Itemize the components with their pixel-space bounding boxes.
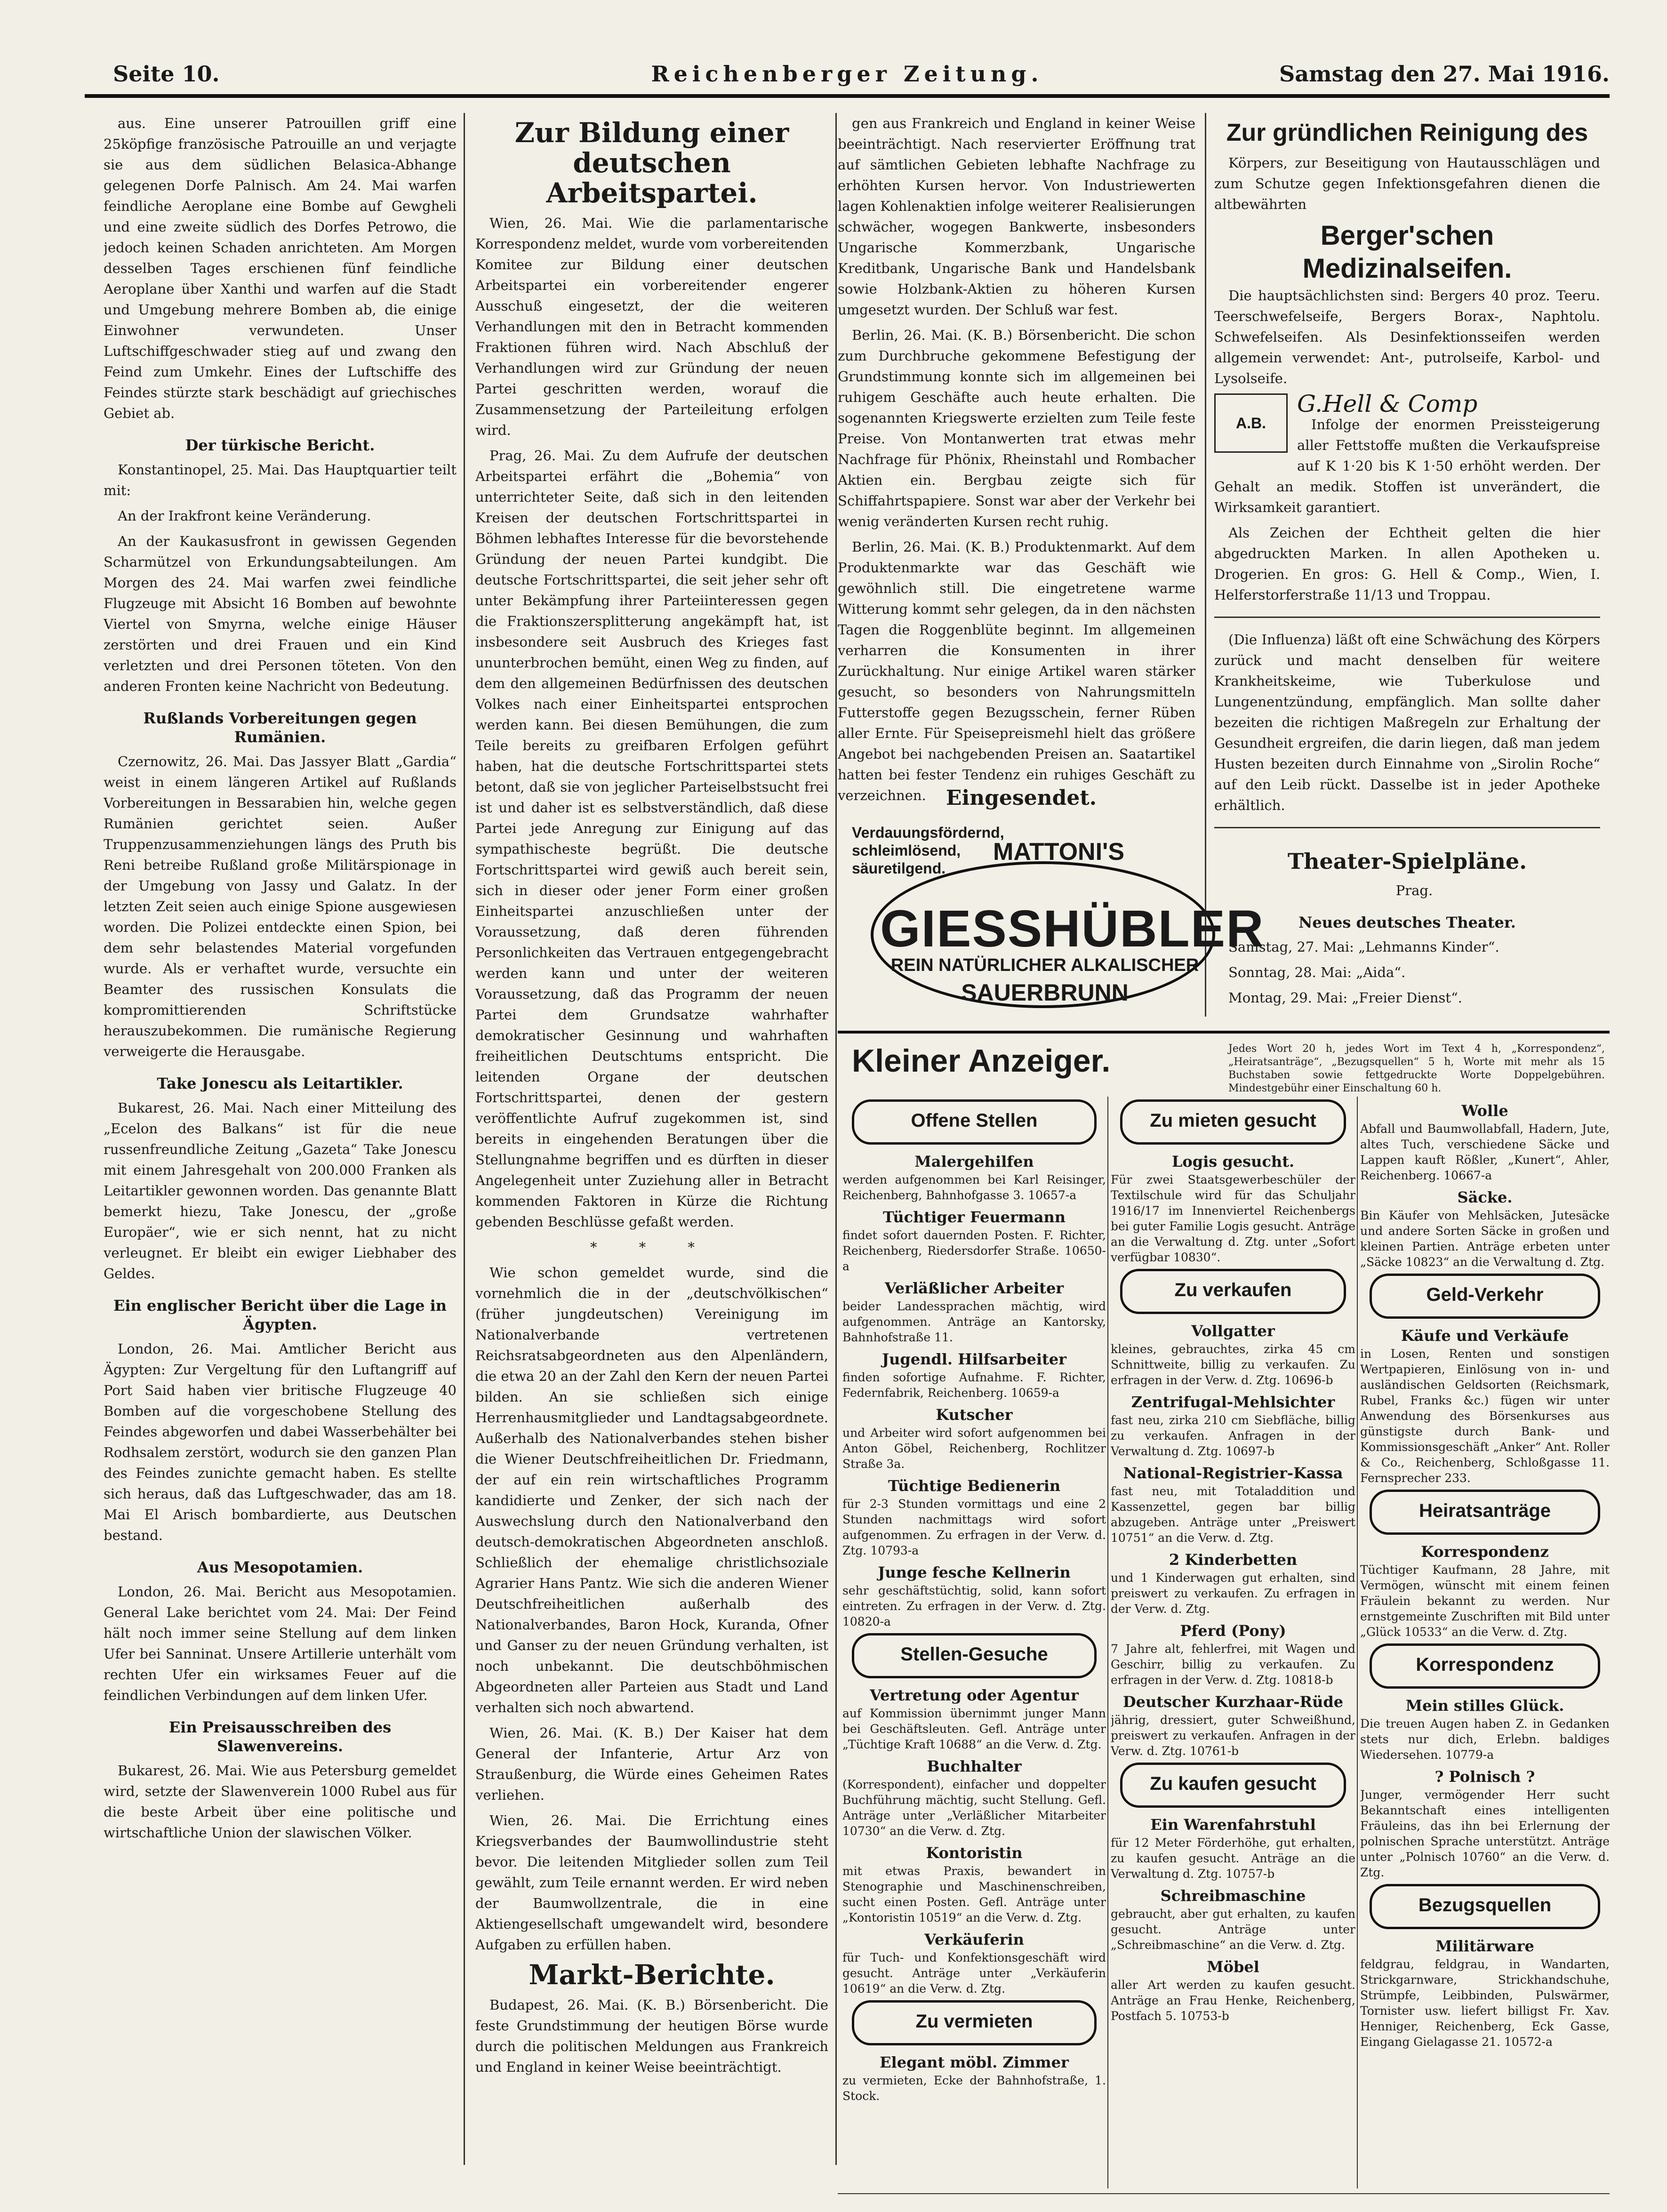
ad-text: Infolge der enormen Preissteigerung aller Fettstoffe mußten die Verkaufspreise auf K 1·20 bis K 1·50 erhöht werden. Der Gehalt an medik. Stoffen ist unverändert, die Wirksamkeit garantiert. (1214, 417, 1600, 515)
ad-heading: ? Polnisch ? (1435, 1768, 1535, 1786)
category-zu-vermieten: Zu vermieten (852, 2000, 1097, 2045)
ad-heading: Käufe und Verkäufe (1401, 1327, 1569, 1345)
footer-rule (838, 2193, 1610, 2194)
newspaper-page (85, 47, 1610, 2184)
ad-type: SAUERBRUNN (961, 979, 1129, 1006)
ad-text: und 1 Kinderwagen gut erhalten, sind preiswert zu verkaufen. Zu erfragen in der Verw. d. Ztg. (1111, 1571, 1355, 1616)
article-paragraph: Prag, 26. Mai. Zu dem Aufrufe der deutschen Arbeitspartei erfährt die „Bohemia“ von unterrichteter Seite, daß sich in den leitenden Kreisen der deutschen Fortschrittspartei in Böhmen lebhaftes Interesse für die bevorstehende Gründung der neuen Partei kundgibt. Die deutsche Fortschrittspartei, die seit jeher sehr oft unter Bekämpfung ihrer Parteiinteressen gegen die Fraktionszersplitterung angekämpft hat, ist insbesondere seit Ausbruch des Krieges fast ununterbrochen bemüht, einen Weg zu finden, auf dem den allgemeinen Bedürfnissen des deutschen Volkes nach einer Einheitspartei entsprochen werden kann. Bei diesen Bemühungen, die zum Teile bereits zu greifbaren Erfolgen geführt haben, hat die deutsche Fortschrittspartei stets betont, daß sie von jeglicher Parteiselbstsucht frei ist und daher ist es selbstverständlich, daß diese Partei jede Anregung zur Einigung auf das sympathischeste begrüßt. Die deutsche Fortschrittspartei wird gewiß auch bereit sein, sich in dieser oder jener Form einer großen Einheitspartei anzuschließen unter der Voraussetzung, daß deren führenden Personlichkeiten das Vertrauen entgegengebracht werden kann und unter der weiteren Voraussetzung, daß das Programm der neuen Partei dem Grundsatze wahrhafter demokratischer Gesinnung und wahrhaften freiheitlichen Deutschtums entspricht. Die leitenden Organe der deutschen Fortschrittspartei, denen der gestern veröffentlichte Aufruf zugekommen ist, sind bereits in eingehenden Beratungen über die Stellungnahme begriffen und es dürften in dieser Angelegenheit unter Zuziehung aller in Betracht kommenden Faktoren in Kürze die Richtung gebenden Beschlüsse gefaßt werden. (475, 448, 828, 1230)
article-paragraph: Wie schon gemeldet wurde, sind die vornehmlich die in der „deutschvölkischen“ (früher jungdeutschen) Vereinigung im Nationalverbande vertretenen Reichsratsabgeordneten aus den Alpenländern, die etwa 20 an der Zahl den Kern der neuen Partei bilden. An sie schließen sich einige Herrenhausmitglieder und Landtagsabgeordnete. Außerhalb des Nationalverbandes stehen bisher die Wiener Deutschfreiheitlichen Dr. Friedmann, der auf ein rein wirtschaftliches Programm kandidierte und Zenker, der sich nach der Auswechslung durch den Nationalverband den deutsch-demokratischen Abgeordneten anschloß. Schließlich der ehemalige christlichsoziale Agrarier Hans Pantz. Wie sich die anderen Wiener Deutschfreiheitlichen außerhalb des Nationalverbandes, Baron Hock, Kuranda, Ofner und Ganser zu der neuen Gründung verhalten, ist noch unbekannt. Die deutschböhmischen Abgeordneten aller Parteien aus Stadt und Land verhalten sich noch abwartend. (475, 1265, 828, 1715)
article-heading: Aus Mesopotamien. (197, 1558, 363, 1576)
ad-text: (Die Influenza) läßt oft eine Schwächung des Körpers zurück und macht denselben für weitere Krankheitskeime, wie Tuberkulose und Lungenentzündung, empfänglich. Man sollte daher bezeiten die richtigen Maßregeln zur Erhaltung der Gesundheit ergreifen, die darin liegen, daß man jedem Husten bezeiten durch Einnahme von „Sirolin Roche“ auf den Leib rückt. Dasselbe ist in jeder Apotheke erhältlich. (1214, 632, 1600, 813)
article-paragraph: Konstantinopel, 25. Mai. Das Hauptquartier teilt mit: (104, 462, 457, 498)
article-paragraph: aus. Eine unserer Patrouillen griff eine 25köpfige französische Patrouille an und verjagte sie aus dem südlichen Belasica-Abhange gelegenen Dorfe Palnisch. Am 24. Mai warfen feindliche Aeroplane eine Bombe auf Gewgheli und eine zweite südlich des Dorfes Petrowo, die jedoch keinen Schaden anrichteten. Am Morgen desselben Tages erschienen fünf feindliche Aeroplane über Xanthi und warfen auf die Stadt und Umgebung mehrere Bomben ab, die einige Einwohner verwundeten. Unser Luftschiffgeschwader stieg auf und zwang den Feind zum Umkehr. Eines der Luftschiffe des Feindes stürzte stark beschädigt auf griechisches Gebiet ab. (104, 115, 457, 421)
category-geld-verkehr: Geld-Verkehr (1370, 1274, 1600, 1319)
ad-brand: Berger'schen Medizinalseifen. (1302, 220, 1512, 284)
page-number: Seite 10. (113, 61, 220, 87)
article-paragraph: gen aus Frankreich und England in keiner Weise beeinträchtigt. Nach reservierter Eröffnung trat auf sämtlichen Gebieten lebhafte Nachfrage zu erhöhten Kursen hervor. Von Industriewerten lagen Kohlenaktien infolge weiterer Realisierungen schwächer, wogegen Bankwerte, insbesonders Ungarische Kommerzbank, Ungarische Kreditbank, Ungarische Bank und Handelsbank sowie Holzbank-Aktien zu höheren Kursen umgesetzt wurden. Der Schluß war fest. (838, 115, 1195, 318)
classifieds-column-2 (1111, 1097, 1355, 2188)
article-paragraph: Czernowitz, 26. Mai. Das Jassyer Blatt „Gardia“ weist in einem längeren Artikel auf Rußlands Vorbereitungen in Bessarabien hin, welche gegen Rumänien gerichtet seien. Außer Truppenzusammenziehungen längs des Pruth bis Reni betreibe Rußland große Militärspionage in der Umgebung von Jassy und Galatz. In der letzten Zeit seien auch einige Spione ausgewiesen worden. Die Polizei entdeckte einen Spion, bei dem sehr belastendes Material vorgefunden wurde. Als er verhaftet wurde, versuchte ein Beamter des russischen Konsulats die kompromittierenden Schriftstücke herauszubekommen. Die rumänische Regierung verweigerte die Herausgabe. (104, 753, 457, 1059)
ad-text: mit etwas Praxis, bewandert in Stenographie und Maschinenschreiben, sucht einen Posten. Gefl. Anträge unter „Kontoristin 10519“ an die Verw. d. Ztg. (842, 1864, 1106, 1924)
ad-headline: Zur gründlichen Reinigung des (1226, 119, 1588, 146)
ad-text: jährig, dressiert, guter Schweißhund, preiswert zu verkaufen. Anfragen in der Verw. d. Ztg. 10761-b (1111, 1713, 1355, 1758)
article-paragraph: Berlin, 26. Mai. (K. B.) Produktenmarkt. Auf dem Produktenmarkte war das Geschäft wie gewöhnlich still. Die eingetretene warme Witterung kommt sehr gelegen, da in den nächsten Tagen die Roggenblüte beginnt. Im allgemeinen verharren die Konsumenten in ihrer Zurückhaltung. Nur einige Artikel waren stärker gesucht, so besonders von Nahrungsmitteln Futterstoffe gegen Bezugsschein, ferner Rüben aller Ernte. Für Speisepreismehl hielt das größere Angebot bei nachgebenden Preisen an. Saatartikel hatten bei fester Tendenz ein ruhiges Geschäft zu verzeichnen. (838, 539, 1195, 803)
theater-name: Neues deutsches Theater. (1298, 914, 1516, 931)
newspaper-title: Reichenberger Zeitung. (651, 61, 1043, 87)
berger-logo-icon: A.B. (1214, 393, 1288, 453)
category-korrespondenz: Korrespondenz (1370, 1643, 1600, 1689)
article-paragraph: London, 26. Mai. Amtlicher Bericht aus Ägypten: Zur Vergeltung für den Luftangriff auf Port Said haben vier britische Flugzeuge 40 Bomben auf die vorgeschobene Stellung des Feindes abgeworfen und dabei Wasserbehälter bei Rodhsalem zerstört, wodurch sie den ganzen Plan des Feindes zunichte gemacht haben. Es stellte sich heraus, daß das Luftgeschwader, das am 18. Mai El Arisch bombardierte, aus Deutschen bestand. (104, 1341, 457, 1543)
article-paragraph: An der Irakfront keine Veränderung. (118, 508, 371, 524)
theater-city: Prag. (1395, 882, 1433, 898)
program-line: Montag, 29. Mai: „Freier Dienst“. (1228, 990, 1462, 1006)
category-zu-mieten-gesucht: Zu mieten gesucht (1120, 1099, 1346, 1145)
article-paragraph: Bukarest, 26. Mai. Nach einer Mitteilung des „Ecelon des Balkans“ ist für die neue russenfreundliche Zeitung „Gazeta“ Take Jonescu mit einem Jahresgehalt von 200.000 Franken als Leitartikler gewonnen worden. Das genannte Blatt bemerkt hiezu, Take Jonescu, der „große Europäer“, wie er sich nennt, hat zu nicht verleugnet. Er bleibt ein ewiger Liebhaber des Geldes. (104, 1100, 457, 1282)
article-paragraph: Wien, 26. Mai. (K. B.) Der Kaiser hat dem General der Infanterie, Artur Arz von Straußenburg, die Würde eines Geheimen Rates verliehen. (475, 1725, 828, 1803)
ad-heading: Korrespondenz (1421, 1543, 1549, 1561)
ad-heading: Militärware (1435, 1937, 1534, 1955)
article-heading: Take Jonescu als Leitartikler. (157, 1074, 403, 1092)
article-heading: Rußlands Vorbereitungen gegen Rumänien. (143, 709, 417, 746)
ad-text: Für zwei Staatsgewerbeschüler der Textilschule wird für das Schuljahr 1916/17 im Innenviertel Reichenbergs bei guter Familie Logis gesucht. Anträge an die Verwaltung d. Ztg. unter „Sofort verfügbar 10830“. (1111, 1173, 1355, 1264)
ad-text: aller Art werden zu kaufen gesucht. Anträge an Frau Henke, Reichenberg, Postfach 5. 10753-b (1111, 1978, 1355, 2023)
ad-logo-row (1214, 390, 1600, 432)
issue-date: Samstag den 27. Mai 1916. (1279, 61, 1610, 87)
ad-brand: MATTONI'S (993, 838, 1125, 866)
category-bezugsquellen: Bezugsquellen (1370, 1884, 1600, 1929)
column-politics (475, 113, 828, 2165)
ad-heading: Kontoristin (926, 1844, 1023, 1862)
ad-text: finden sofortige Aufnahme. F. Richter, Federnfabrik, Reichenberg. 10659-a (842, 1370, 1106, 1400)
ad-text: kleines, gebrauchtes, zirka 45 cm Schnittweite, billig zu verkaufen. Zu erfragen in der Verw. d. Ztg. 10696-b (1111, 1342, 1355, 1387)
column-divider (1357, 1097, 1358, 2188)
section-headline: Markt-Berichte. (529, 1959, 775, 1991)
ad-heading: Ein Warenfahrstuhl (1150, 1816, 1316, 1834)
article-heading: Ein englischer Bericht über die Lage in Ägypten. (113, 1297, 447, 1333)
ad-heading: Pferd (Pony) (1180, 1622, 1286, 1640)
ad-description: REIN NATÜRLICHER ALKALISCHER (890, 955, 1199, 975)
ad-heading: Zentrifugal-Mehlsichter (1131, 1393, 1335, 1411)
article-paragraph: Budapest, 26. Mai. (K. B.) Börsenbericht. Die feste Grundstimmung der heutigen Börse wurde durch die politischen Meldungen aus Frankreich und England in keiner Weise beeinträchtigt. (475, 1997, 828, 2075)
ad-text: Die treuen Augen haben Z. in Gedanken stets nur dich, Erlebn. baldiges Wiedersehen. 10779-a (1360, 1717, 1610, 1762)
program-line: Sonntag, 28. Mai: „Aida“. (1228, 964, 1406, 980)
ad-heading: Möbel (1207, 1958, 1259, 1976)
ad-text: Abfall und Baumwollabfall, Hadern, Jute, altes Tuch, verschiedene Säcke und Lappen kauft Rößler, „Kunert“, Ahler, Reichenberg. 10667-a (1360, 1122, 1610, 1182)
section-separator: * * * (590, 1239, 713, 1255)
ad-product: GIESSHÜBLER (880, 900, 1265, 958)
column-markets (838, 113, 1195, 809)
ad-text: 7 Jahre alt, fehlerfrei, mit Wagen und Geschirr, billig zu verkaufen. Zu erfragen in der Verw. d. Ztg. 10818-b (1111, 1642, 1355, 1687)
category-stellen-gesuche: Stellen-Gesuche (852, 1633, 1097, 1678)
article-paragraph: Wien, 26. Mai. Wie die parlamentarische Korrespondenz meldet, wurde vom vorbereitenden Komitee zur Bildung einer deutschen Arbeitspartei ein vorbereitender engerer Ausschuß eingesetzt, der die weiteren Verhandlungen mit den in Betracht kommenden Fraktionen führen wird. Nach Abschluß der Verhandlungen wird zur Gründung der neuen Partei geschritten werden, worauf die Zusammensetzung der Parteileitung erfolgen wird. (475, 215, 828, 438)
column-divider (1107, 1097, 1108, 2188)
ad-text: für Tuch- und Konfektionsgeschäft wird gesucht. Anträge unter „Verkäuferin 10619“ an die Verw. d. Ztg. (842, 1951, 1106, 1996)
category-zu-kaufen-gesucht: Zu kaufen gesucht (1120, 1763, 1346, 1808)
ad-tagline: Verdauungsfördernd, schleimlösend, säuretilgend. (852, 824, 1004, 877)
column-war-reports (104, 113, 457, 2165)
column-ads-theater (1214, 113, 1600, 1007)
ad-text: und Arbeiter wird sofort aufgenommen bei Anton Göbel, Reichenberg, Rochlitzer Straße 3a. (842, 1426, 1106, 1471)
article-paragraph: Wien, 26. Mai. Die Errichtung eines Kriegsverbandes der Baumwollindustrie steht bevor. Die leitenden Mitglieder sollen zum Teil gewählt, zum Teile ernannt werden. Er wird neben der Baumwollzentrale, die in eine Aktiengesellschaft umgewandelt wird, besondere Aufgaben zu erfüllen haben. (475, 1812, 828, 1953)
classifieds-title: Kleiner Anzeiger. (852, 1043, 1111, 1079)
divider (1214, 827, 1600, 828)
ad-heading: Malergehilfen (914, 1153, 1034, 1170)
article-headline: Zur Bildung einer deutschen Arbeitspartei. (514, 117, 789, 209)
ad-text: Die hauptsächlichsten sind: Bergers 40 proz. Teeru. Teerschwefelseife, Bergers Borax-, Naphtolu. Schwefelseifen. Als Desinfektionsseifen werden allgemein verwendet: Ant-, putrolseife, Karbol- und Lysolseife. (1214, 288, 1600, 386)
classifieds-rule (838, 1031, 1610, 1034)
ad-heading: 2 Kinderbetten (1169, 1551, 1298, 1569)
classifieds-column-1 (842, 1097, 1106, 2188)
mattoni-ad (852, 814, 1265, 1031)
theater-heading: Theater-Spielpläne. (1287, 849, 1527, 874)
header-rule (85, 94, 1610, 98)
article-paragraph: London, 26. Mai. Bericht aus Mesopotamien. General Lake berichtet vom 24. Mai: Der Feind hält noch immer seine Stellung auf dem linken Ufer bei Sanninat. Unsere Artillerie unterhält vom rechten Ufer ein wirksames Feuer auf die feindlichen Verbindungen auf dem linken Ufer. (104, 1584, 457, 1703)
ad-heading: Säcke. (1457, 1188, 1513, 1206)
category-zu-verkaufen: Zu verkaufen (1120, 1269, 1346, 1314)
category-offene-stellen: Offene Stellen (852, 1099, 1097, 1145)
ad-heading: Buchhalter (927, 1757, 1022, 1775)
ad-text: zu vermieten, Ecke der Bahnhofstraße, 1. Stock. (842, 2074, 1106, 2103)
ad-heading: Tüchtiger Feuermann (883, 1208, 1066, 1226)
classifieds-rates: Jedes Wort 20 h, jedes Wort im Text 4 h, „Korrespondenz“, „Heiratsanträge“, „Bezugsquellen“ 5 h, Worte mit mehr als 15 Buchstaben sowie fettgedruckte Worte Doppelgebühren. Mindestgebühr einer Einschaltung 60 h. (1228, 1043, 1605, 1094)
ad-heading: Deutscher Kurzhaar-Rüde (1122, 1693, 1344, 1711)
ad-text: feldgrau, feldgrau, in Wandarten, Strickgarnware, Strickhandschuhe, Strümpfe, Leibbinden, Pulswärmer, Tornister usw. liefert billigst Fr. Xav. Henniger, Reichenberg, Eck Gasse, Eingang Gielagasse 21. 10572-a (1360, 1957, 1610, 2049)
category-heiratsantraege: Heiratsanträge (1370, 1490, 1600, 1535)
ad-text: Junger, vermögender Herr sucht Bekanntschaft eines intelligenten Fräuleins, das ihn bei Erlernung der polnischen Sprache unterstützt. Anträge unter „Polnisch 10760“ an die Verw. d. Ztg. (1360, 1788, 1610, 1879)
ad-text: Körpers, zur Beseitigung von Hautausschlägen und zum Schutze gegen Infektionsgefahren dienen die altbewährten (1214, 155, 1600, 212)
ad-text: in Losen, Renten und sonstigen Wertpapieren, Einlösung von in- und ausländischen Geldsorten (Reichsmark, Rubel, Franks &c.) fügen wir unter Anwendung des Börsenkurses aus günstigste durch Bank- und Kommissionsgeschäft „Anker“ Ant. Roller & Co., Reichenberg, Schloßgasse 11. Fernsprecher 233. (1360, 1347, 1610, 1485)
ad-heading: Verläßlicher Arbeiter (884, 1279, 1064, 1297)
column-divider (835, 113, 837, 2165)
classifieds-column-3 (1360, 1097, 1610, 2188)
ad-heading: Vertretung oder Agentur (870, 1686, 1079, 1704)
ad-text: gebraucht, aber gut erhalten, zu kaufen gesucht. Anträge unter „Schreibmaschine“ an die Verw. d. Ztg. (1111, 1907, 1355, 1952)
ad-heading: Verkäuferin (924, 1931, 1024, 1948)
column-divider (464, 113, 465, 2165)
ad-text: Tüchtiger Kaufmann, 28 Jahre, mit Vermögen, wünscht mit einem feinen Fräulein bekannt zu werden. Nur ernstgemeinte Zuschriften mit Bild unter „Glück 10533“ an die Verw. d. Ztg. (1360, 1563, 1610, 1639)
ad-heading: National-Registrier-Kassa (1123, 1464, 1343, 1482)
article-paragraph: An der Kaukasusfront in gewissen Gegenden Scharmützel von Erkundungsabteilungen. Am Morgen des 24. Mai warfen zwei feindliche Flugzeuge mit Absicht 16 Bomben auf bewohnte Viertel von Smyrna, welche einige Häuser zerstörten und drei Frauen und ein Kind verletzten und drei Personen töteten. Von den anderen Fronten keine Nachricht von Bedeutung. (104, 533, 457, 694)
ad-text: Bin Käufer von Mehlsäcken, Jutesäcke und andere Sorten Säcke in großen und kleinen Partien. Anträge erbeten unter „Säcke 10823“ an die Verwaltung d. Ztg. (1360, 1209, 1610, 1269)
ad-heading: Elegant möbl. Zimmer (880, 2053, 1069, 2071)
ad-heading: Schreibmaschine (1160, 1887, 1306, 1905)
ad-text: sehr geschäftstüchtig, solid, kann sofort eintreten. Zu erfragen in der Verw. d. Ztg. 10820-a (842, 1584, 1106, 1628)
ad-heading: Tüchtige Bedienerin (888, 1477, 1061, 1495)
ad-heading: Vollgatter (1191, 1322, 1275, 1340)
ad-heading: Junge fesche Kellnerin (878, 1563, 1071, 1581)
signature: G.Hell & Comp (1297, 390, 1478, 417)
ad-heading: Mein stilles Glück. (1405, 1697, 1564, 1715)
article-paragraph: Bukarest, 26. Mai. Wie aus Petersburg gemeldet wird, setzte der Slawenverein 1000 Rubel aus für die beste Arbeit über eine politische und wirtschaftliche Union der slawischen Völker. (104, 1763, 457, 1841)
ad-text: fast neu, zirka 210 cm Siebfläche, billig zu verkaufen. Anfragen in der Verwaltung d. Ztg. 10697-b (1111, 1413, 1355, 1458)
eingesendet-heading: Eingesendet. (946, 786, 1097, 810)
ad-heading: Jugendl. Hilfsarbeiter (882, 1350, 1067, 1368)
ad-text: für 2-3 Stunden vormittags und eine 2 Stunden nachmittags wird sofort aufgenommen. Zu erfragen in der Verw. d. Ztg. 10793-a (842, 1497, 1106, 1557)
ad-text: (Korrespondent), einfacher und doppelter Buchführung mächtig, sucht Stellung. Gefl. Anträge unter „Verläßlicher Mitarbeiter 10730“ an die Verw. d. Ztg. (842, 1778, 1106, 1838)
ad-text: werden aufgenommen bei Karl Reisinger, Reichenberg, Bahnhofgasse 3. 10657-a (842, 1173, 1106, 1202)
ad-text: fast neu, mit Totaladdition und Kassenzettel, gegen bar billig abzugeben. Anträge unter „Preiswert 10751“ an die Verw. d. Ztg. (1111, 1484, 1355, 1545)
article-paragraph: Berlin, 26. Mai. (K. B.) Börsenbericht. Die schon zum Durchbruche gekommene Befestigung der Grundstimmung konnte sich im allgemeinen bei ruhigem Geschäfte auch heute erhalten. Die sogenannten Kriegswerte erzielten zum Teile feste Preise. Von Montanwerten trat etwas mehr Nachfrage für Phönix, Rheinstahl und Rombacher Aktien ein. Bergbau zeigte sich für Schiffahrtspapiere. Sonst war aber der Verkehr bei wenig veränderten Kursen recht ruhig. (838, 327, 1195, 529)
ad-heading: Wolle (1461, 1102, 1508, 1120)
ad-text: für 12 Meter Förderhöhe, gut erhalten, zu kaufen gesucht. Anträge an die Verwaltung d. Ztg. 10757-b (1111, 1836, 1355, 1881)
ad-text: findet sofort dauernden Posten. F. Richter, Reichenberg, Riedersdorfer Straße. 10650-a (842, 1228, 1106, 1273)
ad-text: beider Landessprachen mächtig, wird aufgenommen. Anträge an Kantorsky, Bahnhofstraße 11. (842, 1299, 1106, 1344)
divider (1214, 617, 1600, 618)
ad-heading: Kutscher (936, 1406, 1013, 1424)
article-heading: Der türkische Bericht. (185, 436, 375, 454)
ad-text: auf Kommission übernimmt junger Mann bei Geschäftsleuten. Gefl. Anträge unter „Tüchtige Kraft 10688“ an die Verw. d. Ztg. (842, 1707, 1106, 1751)
ad-text: Als Zeichen der Echtheit gelten die hier abgedruckten Marken. In allen Apotheken u. Drogerien. En gros: G. Hell & Comp., Wien, I. Helferstorferstraße 11/13 und Troppau. (1214, 525, 1600, 603)
ad-heading: Logis gesucht. (1171, 1153, 1295, 1170)
program-line: Samstag, 27. Mai: „Lehmanns Kinder“. (1228, 939, 1499, 955)
article-heading: Ein Preisausschreiben des Slawenvereins. (168, 1718, 392, 1755)
